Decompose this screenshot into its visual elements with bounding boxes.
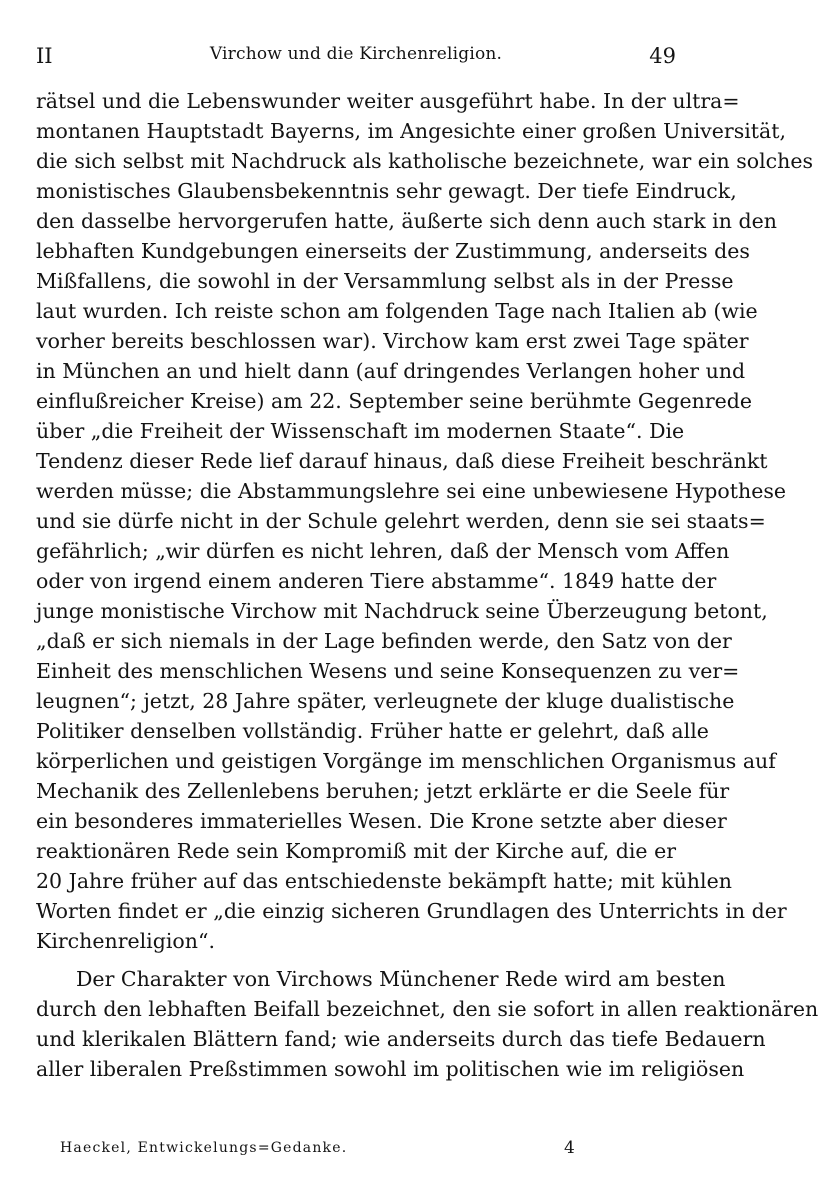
text-line: und klerikalen Blättern fand; wie anderseits durch das tiefe Bedauern — [36, 1027, 766, 1051]
text-line: Worten findet er „die einzig sicheren Grundlagen des Unterrichts in der — [36, 899, 787, 923]
text-line: gefährlich; „wir dürfen es nicht lehren, daß der Mensch vom Affen — [36, 539, 730, 563]
text-line: über „die Freiheit der Wissenschaft im modernen Staate“. Die — [36, 419, 685, 443]
text-line: reaktionären Rede sein Kompromiß mit der Kirche auf, die er — [36, 839, 676, 863]
text-line: vorher bereits beschlossen war). Virchow kam erst zwei Tage später — [36, 329, 749, 353]
text-line: ein besonderes immaterielles Wesen. Die Krone setzte aber dieser — [36, 809, 727, 833]
text-line: den dasselbe hervorgerufen hatte, äußerte sich denn auch stark in den — [36, 209, 777, 233]
paragraph — [36, 964, 818, 1084]
text-line: lebhaften Kundgebungen einerseits der Zustimmung, anderseits des — [36, 239, 750, 263]
text-line: körperlichen und geistigen Vorgänge im menschlichen Organismus auf — [36, 749, 776, 773]
text-line: aller liberalen Preßstimmen sowohl im politischen wie im religiösen — [36, 1057, 745, 1081]
text-line: Der Charakter von Virchows Münchener Rede wird am besten — [76, 967, 726, 991]
text-line: junge monistische Virchow mit Nachdruck seine Überzeugung betont, — [36, 599, 768, 623]
sheet-number: 4 — [564, 1138, 575, 1158]
text-line: leugnen“; jetzt, 28 Jahre später, verleugnete der kluge dualistische — [36, 689, 735, 713]
text-line: rätsel und die Lebenswunder weiter ausgeführt habe. In der ultra= — [36, 89, 740, 113]
text-line: Tendenz dieser Rede lief darauf hinaus, daß diese Freiheit beschränkt — [36, 449, 768, 473]
text-line: Mißfallens, die sowohl in der Versammlung selbst als in der Presse — [36, 269, 734, 293]
text-line: und sie dürfe nicht in der Schule gelehrt werden, denn sie sei staats= — [36, 509, 766, 533]
running-title: Virchow und die Kirchenreligion. — [209, 44, 503, 64]
text-line: Kirchenreligion“. — [36, 929, 215, 953]
text-line: laut wurden. Ich reiste schon am folgenden Tage nach Italien ab (wie — [36, 299, 758, 323]
page-number: 49 — [649, 44, 676, 68]
paragraph — [36, 86, 813, 956]
text-line: „daß er sich niemals in der Lage befinden werde, den Satz von der — [36, 629, 732, 653]
text-line: oder von irgend einem anderen Tiere abstamme“. 1849 hatte der — [36, 569, 717, 593]
page-footer — [60, 1140, 676, 1164]
text-line: montanen Hauptstadt Bayerns, im Angesichte einer großen Universität, — [36, 119, 786, 143]
text-line: die sich selbst mit Nachdruck als katholische bezeichnete, war ein solches — [36, 149, 813, 173]
page-header — [36, 44, 676, 78]
text-line: durch den lebhaften Beifall bezeichnet, den sie sofort in allen reaktionären — [36, 997, 818, 1021]
text-line: monistisches Glaubensbekenntnis sehr gewagt. Der tiefe Eindruck, — [36, 179, 737, 203]
text-line: einflußreicher Kreise) am 22. September seine berühmte Gegenrede — [36, 389, 753, 413]
text-line: 20 Jahre früher auf das entschiedenste bekämpft hatte; mit kühlen — [36, 869, 732, 893]
text-line: Einheit des menschlichen Wesens und seine Konsequenzen zu ver= — [36, 659, 740, 683]
text-line: werden müsse; die Abstammungslehre sei eine unbewiesene Hypothese — [36, 479, 787, 503]
text-line: Mechanik des Zellenlebens beruhen; jetzt erklärte er die Seele für — [36, 779, 730, 803]
imprint-line: Haeckel, Entwickelungs=Gedanke. — [60, 1140, 348, 1156]
signature-mark: II — [36, 44, 53, 68]
text-line: in München an und hielt dann (auf dringendes Verlangen hoher und — [36, 359, 746, 383]
text-line: Politiker denselben vollständig. Früher hatte er gelehrt, daß alle — [36, 719, 709, 743]
body-text — [36, 86, 818, 1084]
